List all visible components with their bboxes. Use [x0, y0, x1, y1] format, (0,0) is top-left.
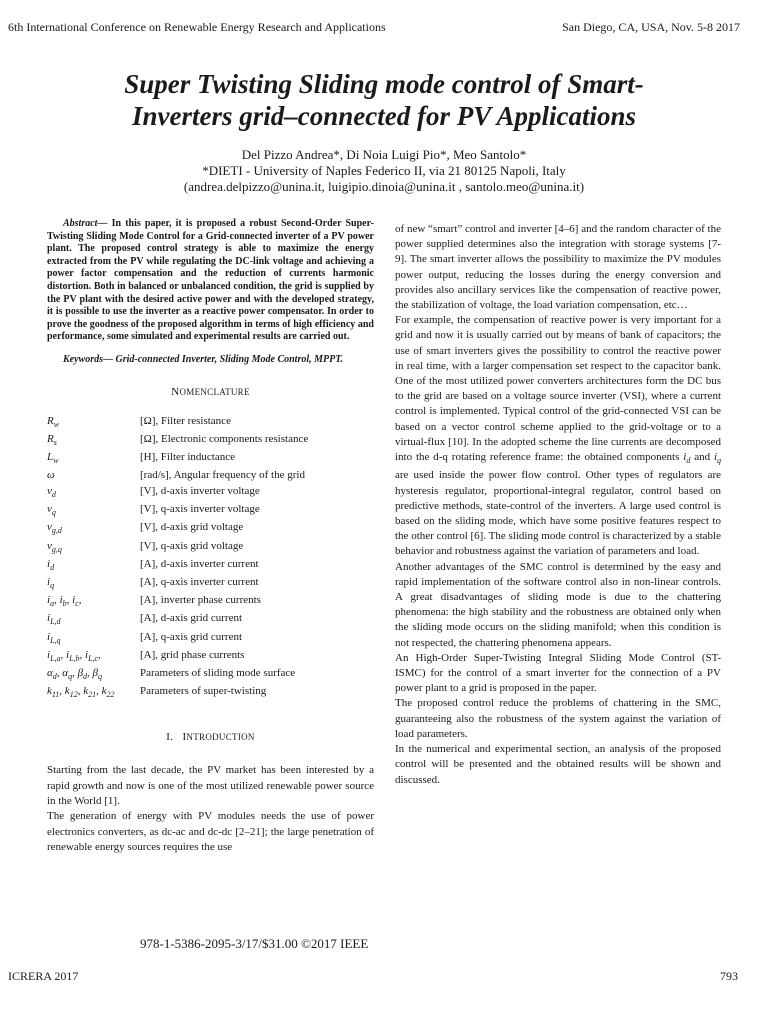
keywords — [47, 354, 374, 367]
nomenclature-description: [V], q-axis inverter voltage — [140, 503, 260, 516]
introduction-heading — [47, 730, 374, 745]
right-paragraph-3: Another advantages of the SMC control is determined by the easy and rapid implementation of the software control also in non-linear controls. A great disadvantages of sliding mode is due to the chattering phenomena: the high stability and the robustness are obtained only when the sliding mode occurs on the sliding manifold; when this condition is not respected, the chattering phenomena appears. — [395, 560, 721, 649]
nomenclature-symbol: ω — [47, 469, 55, 482]
nomenclature-description: [V], q-axis grid voltage — [140, 539, 244, 552]
nomenclature-row — [47, 630, 308, 648]
introduction-body — [47, 763, 374, 855]
introduction-heading-rest: NTRODUCTION — [186, 732, 255, 743]
nomenclature-heading-initial: N — [171, 385, 180, 398]
nomenclature-symbol: $i_{L,a}$, $i_{L,b}$, $i_{L,c}$, — [47, 648, 101, 663]
abstract-lead: Abstract— — [63, 218, 108, 229]
nomenclature-description: [H], Filter inductance — [140, 450, 235, 463]
right-paragraph-5: The proposed control reduce the problems of chattering in the SMC, guaranteeing also the robustness of the system against the variation of load parameters. — [395, 697, 721, 740]
nomenclature-row — [47, 684, 308, 702]
introduction-heading-initial: I — [182, 731, 187, 744]
intro-paragraph-1: Starting from the last decade, the PV market has been interested by a rapid growth and now is one of the most utilized renewable power source in the World [1]. — [47, 764, 374, 807]
nomenclature-symbol: $v_d$ — [47, 485, 56, 500]
right-paragraph-6: In the numerical and experimental section, an analysis of the proposed control will be presented and the obtained results will be shown and discussed. — [395, 743, 721, 786]
right-column — [395, 222, 721, 788]
nomenclature-symbol: $v_q$ — [47, 503, 56, 518]
nomenclature-row — [47, 557, 308, 575]
copyright-notice: 978-1-5386-2095-3/17/$31.00 ©2017 IEEE — [140, 936, 369, 951]
nomenclature-row — [47, 520, 308, 538]
nomenclature-description: [A], d-axis grid current — [140, 612, 243, 625]
nomenclature-symbol: $i_q$ — [47, 576, 55, 591]
nomenclature-symbol: $L_w$ — [47, 450, 59, 466]
nomenclature-row — [47, 593, 308, 611]
nomenclature-row — [47, 502, 308, 520]
nomenclature-description: Parameters of super-twisting — [140, 685, 267, 698]
nomenclature-row — [47, 648, 308, 666]
nomenclature-symbol: $\alpha_d$, $\alpha_q$, $\beta_d$, $\beta_q$ — [47, 666, 103, 682]
footer-venue: ICRERA 2017 — [8, 969, 79, 983]
keywords-text: Keywords— Grid-connected Inverter, Sliding Mode Control, MPPT. — [63, 353, 343, 365]
nomenclature-description: [A], grid phase currents — [140, 648, 245, 661]
nomenclature-symbol: $v_{g,d}$ — [47, 521, 62, 536]
nomenclature-description: [A], q-axis inverter current — [140, 576, 259, 589]
nomenclature-row — [47, 666, 308, 684]
abstract — [47, 218, 374, 344]
title-line-1: Super Twisting Sliding mode control of Smart- — [124, 69, 644, 99]
paper-title — [40, 68, 728, 132]
author-affiliation: *DIETI - University of Naples Federico II, via 21 80125 Napoli, Italy — [202, 163, 566, 178]
nomenclature-symbol: $i_a$, $i_b$, $i_c$, — [47, 594, 82, 609]
nomenclature-heading-rest: OMENCLATURE — [179, 386, 250, 397]
left-column — [47, 218, 374, 855]
nomenclature-row — [47, 611, 308, 629]
nomenclature-description: [A], d-axis inverter current — [140, 557, 259, 570]
right-paragraph-4: An High-Order Super-Twisting Integral Sliding Mode Control (ST-ISMC) for the control of a smart inverter for the connection of a PV power plant to a grid is proposed in the paper. — [395, 651, 721, 695]
nomenclature-row — [47, 468, 308, 484]
nomenclature-description: [Ω], Filter resistance — [140, 414, 231, 427]
introduction-heading-number: I. — [166, 731, 174, 744]
running-header-location: San Diego, CA, USA, Nov. 5-8 2017 — [562, 20, 740, 34]
nomenclature-row — [47, 414, 308, 432]
nomenclature-table — [47, 414, 308, 703]
nomenclature-row — [47, 484, 308, 502]
nomenclature-symbol: $i_{L,q}$ — [47, 630, 61, 645]
nomenclature-symbol: $v_{g,q}$ — [47, 539, 62, 554]
running-header-conference: 6th International Conference on Renewable Energy Research and Applications — [8, 20, 386, 34]
intro-paragraph-2: The generation of energy with PV modules needs the use of power electronics converters, as dc-ac and dc-dc [2–21]; the large penetration of renewable energy sources requires the use — [47, 810, 374, 853]
nomenclature-description: [A], q-axis grid current — [140, 630, 243, 643]
nomenclature-symbol: $i_d$ — [47, 557, 55, 573]
page-number: 793 — [720, 969, 738, 983]
nomenclature-row — [47, 539, 308, 557]
nomenclature-symbol: $R_s$ — [47, 432, 57, 447]
nomenclature-row — [47, 450, 308, 468]
nomenclature-description: [A], inverter phase currents — [140, 594, 261, 607]
nomenclature-symbol: $i_{L,d}$ — [47, 612, 61, 627]
nomenclature-description: [rad/s], Angular frequency of the grid — [140, 469, 305, 482]
nomenclature-symbol: $k_{11}$, $k_{12}$, $k_{21}$, $k_{22}$ — [47, 685, 115, 700]
nomenclature-description: [V], d-axis grid voltage — [140, 521, 244, 534]
nomenclature-row — [47, 575, 308, 593]
nomenclature-symbol: $R_w$ — [47, 414, 60, 429]
nomenclature-description: Parameters of sliding mode surface — [140, 666, 296, 679]
author-block — [40, 147, 728, 195]
nomenclature-description: [V], d-axis inverter voltage — [140, 485, 260, 498]
nomenclature-heading — [47, 385, 374, 400]
abstract-text: In this paper, it is proposed a robust Second-Order Super-Twisting Sliding Mode Control for a Grid-connected inverter of a PV power plant. The proposed control strategy is able to maximize the energy extracted from the PV while regulating the DC-link voltage and achieving a power factor compensation and the reduction of currents harmonic distortion. Both in balanced or unbalanced condition, the grid is supplied by the PV plant with the desired active power and with the developed strategy, it is possible to use the inverter as a reactive power compensator. In order to prove the goodness of the proposed algorithm in terms of high efficiency and performance, some simulated and experimental results are carried out. — [47, 218, 374, 343]
author-emails: (andrea.delpizzo@unina.it, luigipio.dinoia@unina.it , santolo.meo@unina.it) — [183, 179, 585, 194]
right-paragraph-2: For example, the compensation of reactive power is very important for a grid and now it is usually carried out by means of bank of capacitors; the use of smart inverters gives the possibility to control the reactive power in real time, with a larger compensation set respect to the capacitor bank. One of the most utilized power converters architectures form the DC bus to the grid are based on a voltage source inverter (VSI), where a current control is implemented. Typical control of the grid-connected VSI can be based on a vector control scheme applied to the grid-voltage or to a virtual-flux [10]. In the adopted scheme the line currents are decomposed into the d-q rotating reference frame: the obtained components $i_d$ and $i_q$ are used inside the power flow control. Other types of regulators are hysteresis regulator, proportional-integral regulator, control based on predictive methods, state-control of the inverters. A large used control is based on the sliding mode, which have some positive features respect to the other control [6]. The sliding mode control is characterized by a stable behavior and robustness against the variation of parameters and load. — [395, 314, 721, 558]
nomenclature-description: [Ω], Electronic components resistance — [140, 432, 309, 445]
author-names: Del Pizzo Andrea*, Di Noia Luigi Pio*, Meo Santolo* — [241, 147, 527, 162]
nomenclature-row — [47, 432, 308, 450]
title-line-2: Inverters grid–connected for PV Applications — [131, 101, 636, 131]
right-paragraph-1: of new “smart” control and inverter [4–6] and the random character of the power supplied determines also the integration with storage systems [7-9]. The smart inverter allows the possibility to maximize the PV modules power output, reducing the losses during the energy conversion and provides also ancillary services like the compensation of reactive power, the stabilization of voltage, the load variation compensation, etc… — [395, 223, 721, 312]
